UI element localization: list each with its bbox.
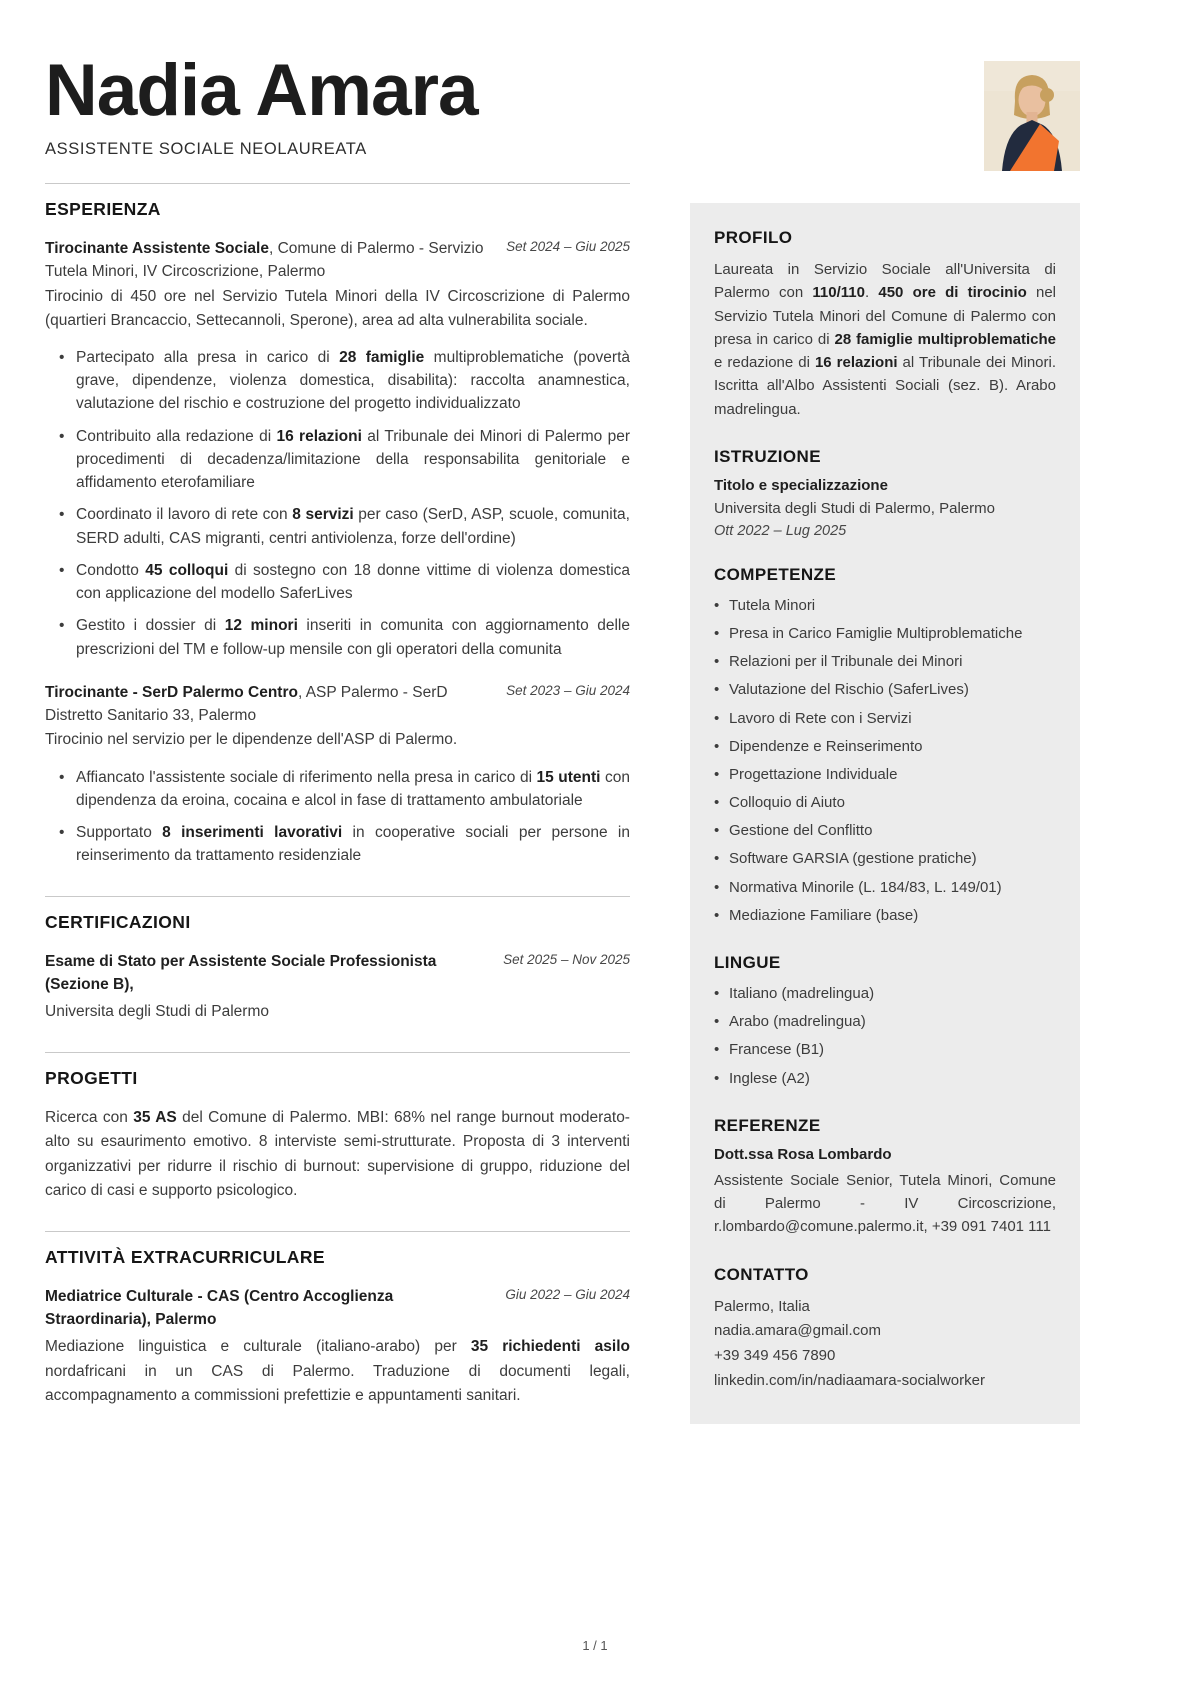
sidebar-heading-lingue: LINGUE — [714, 953, 781, 972]
experience-bullet: • Contribuito alla redazione di 16 relazioni al Tribunale dei Minori di Palermo per procedimenti di decadenza/limitazione della responsabilita genitoriale e affidamento eterofamiliare — [59, 425, 630, 495]
skill-item: • Relazioni per il Tribunale dei Minori — [714, 651, 1056, 673]
portrait-image — [984, 61, 1080, 171]
skill-item: • Presa in Carico Famiglie Multiproblematiche — [714, 623, 1056, 645]
sidebar — [690, 203, 1080, 1424]
sidebar-section-competenze — [714, 565, 1056, 927]
activity-header — [45, 1285, 630, 1332]
candidate-title: ASSISTENTE SOCIALE NEOLAUREATA — [45, 140, 367, 159]
job-header — [45, 681, 630, 728]
main-column — [45, 183, 630, 1436]
section-divider — [45, 896, 630, 897]
activity-dates: Giu 2022 – Giu 2024 — [505, 1286, 630, 1302]
job-role: Tirocinante Assistente Sociale — [45, 240, 269, 257]
job-title — [45, 237, 492, 284]
education-dates: Ott 2022 – Lug 2025 — [714, 522, 847, 539]
language-item: • Francese (B1) — [714, 1039, 1056, 1061]
section-progetti — [45, 1052, 630, 1203]
section-heading-certificazioni: CERTIFICAZIONI — [45, 911, 191, 932]
contact-line: +39 349 456 7890 — [714, 1347, 836, 1364]
page-number: 1 / 1 — [582, 1638, 608, 1653]
job-bullet-list — [59, 346, 630, 661]
skill-item: • Tutela Minori — [714, 595, 1056, 617]
sidebar-section-referenze — [714, 1116, 1056, 1239]
sidebar-section-istruzione — [714, 447, 1056, 539]
sidebar-heading-istruzione: ISTRUZIONE — [714, 446, 821, 466]
education-school: Universita degli Studi di Palermo, Palermo — [714, 499, 995, 517]
language-item: • Inglese (A2) — [714, 1068, 1056, 1090]
skill-item: • Valutazione del Rischio (SaferLives) — [714, 679, 1056, 701]
sidebar-heading-referenze: REFERENZE — [714, 1115, 821, 1135]
section-esperienza — [45, 183, 630, 868]
experience-bullet: • Coordinato il lavoro di rete con 8 servizi per caso (SerD, ASP, scuole, comunita, SERD adulti, CAS migranti, centri antiviolenza, forze dell'ordine) — [59, 503, 630, 550]
sidebar-section-lingue — [714, 953, 1056, 1090]
reference-details: Assistente Sociale Senior, Tutela Minori, Comune di Palermo - IV Circoscrizione, r.lombardo@comune.palermo.it, +39 091 7401 111 — [714, 1171, 1056, 1236]
section-divider — [45, 1231, 630, 1232]
certification-issuer: Universita degli Studi di Palermo — [45, 1003, 269, 1021]
job-entry — [45, 237, 630, 661]
job-org: , Comune di Palermo - Servizio Tutela Minori, IV Circoscrizione, Palermo — [45, 240, 484, 281]
experience-bullet: • Supportato 8 inserimenti lavorativi in cooperative sociali per persone in reinserimento da trattamento residenziale — [59, 821, 630, 868]
experience-bullet: • Gestito i dossier di 12 minori inseriti in comunita con aggiornamento delle prescrizioni del TM e follow-up mensile con gli operatori della comunita — [59, 614, 630, 661]
job-header — [45, 237, 630, 284]
skill-item: • Mediazione Familiare (base) — [714, 905, 1056, 927]
section-heading-esperienza: ESPERIENZA — [45, 199, 161, 219]
skill-item: • Progettazione Individuale — [714, 764, 1056, 786]
contact-line: nadia.amara@gmail.com — [714, 1322, 881, 1340]
section-heading-progetti: PROGETTI — [45, 1068, 138, 1089]
profile-summary: Laureata in Servizio Sociale all'Universita di Palermo con 110/110. 450 ore di tirocinio nel Servizio Tutela Minori del Comune di Palermo con presa in carico di 28 famiglie multiproblematiche e redazione di 16 relazioni al Tribunale dei Minori. Iscritta all'Albo Assistenti Sociali (sez. B). Arabo madrelingua. — [714, 261, 1057, 418]
sidebar-heading-competenze: COMPETENZE — [714, 564, 837, 584]
contact-line: linkedin.com/in/nadiaamara-socialworker — [714, 1371, 985, 1389]
experience-bullet: • Partecipato alla presa in carico di 28 famiglie multiproblematiche (povertà grave, dipendenze, violenza domestica, disabilita): raccolta anamnestica, valutazione del rischio e costruzione del progetto individualizzato — [59, 346, 630, 416]
sidebar-heading-profilo: PROFILO — [714, 228, 793, 247]
skill-item: • Normativa Minorile (L. 184/83, L. 149/01) — [714, 877, 1056, 899]
section-divider — [45, 1052, 630, 1053]
section-heading-attivita: ATTIVITÀ EXTRACURRICULARE — [45, 1246, 325, 1267]
section-attivita — [45, 1231, 630, 1408]
activity-role: Mediatrice Culturale - CAS (Centro Accoglienza Straordinaria), Palermo — [45, 1287, 394, 1329]
language-item: • Arabo (madrelingua) — [714, 1011, 1056, 1033]
skill-item: • Software GARSIA (gestione pratiche) — [714, 848, 1056, 870]
sidebar-heading-contatto: CONTATTO — [714, 1264, 809, 1284]
section-divider — [45, 183, 630, 184]
education-degree: Titolo e specializzazione — [714, 476, 888, 494]
language-item: • Italiano (madrelingua) — [714, 983, 1056, 1005]
experience-bullet: • Condotto 45 colloqui di sostegno con 18 donne vittime di violenza domestica con applicazione del modello SaferLives — [59, 559, 630, 606]
certification-title — [45, 950, 489, 997]
job-title — [45, 681, 492, 728]
job-entry — [45, 681, 630, 868]
skill-item: • Colloquio di Aiuto — [714, 792, 1056, 814]
certification-name: Esame di Stato per Assistente Sociale Professionista (Sezione B), — [45, 952, 437, 993]
job-org: , ASP Palermo - SerD Distretto Sanitario 33, Palermo — [45, 683, 448, 725]
job-bullet-list — [59, 766, 630, 868]
skill-item: • Dipendenze e Reinserimento — [714, 736, 1056, 758]
project-description: Ricerca con 35 AS del Comune di Palermo. MBI: 68% nel range burnout moderato-alto su esaurimento emotivo. 8 interviste semi-strutturate. Proposta di 3 interventi organizzativi per ridurre il rischio di burnout: supervisione di gruppo, riduzione del carico di casi e supporto psicologico. — [45, 1109, 630, 1199]
skills-list — [714, 595, 1056, 927]
activity-title — [45, 1285, 491, 1332]
activity-description: Mediazione linguistica e culturale (italiano-arabo) per 35 richiedenti asilo nordafricani in un CAS di Palermo. Traduzione di documenti legali, accompagnamento a commissioni prefettizie e appuntamenti sanitari. — [45, 1338, 630, 1404]
certification-header — [45, 950, 630, 997]
sidebar-section-contatto — [714, 1265, 1056, 1394]
experience-bullet: • Affiancato l'assistente sociale di riferimento nella presa in carico di 15 utenti con dipendenza da eroina, cocaina e alcol in fase di trattamento ambulatoriale — [59, 766, 630, 813]
job-role: Tirocinante - SerD Palermo Centro — [45, 683, 298, 701]
certification-dates: Set 2025 – Nov 2025 — [503, 951, 630, 967]
languages-list — [714, 983, 1056, 1090]
job-summary: Tirocinio di 450 ore nel Servizio Tutela Minori della IV Circoscrizione di Palermo (quartieri Brancaccio, Settecannoli, Sperone), area ad alta vulnerabilita sociale. — [45, 287, 630, 329]
contact-line: Palermo, Italia — [714, 1297, 810, 1315]
job-summary: Tirocinio nel servizio per le dipendenze dell'ASP di Palermo. — [45, 731, 458, 749]
job-dates: Set 2023 – Giu 2024 — [506, 682, 630, 698]
header — [45, 50, 675, 159]
reference-name: Dott.ssa Rosa Lombardo — [714, 1145, 892, 1163]
profile-photo — [984, 61, 1080, 171]
skill-item: • Gestione del Conflitto — [714, 820, 1056, 842]
sidebar-section-profilo — [714, 228, 1056, 421]
job-dates: Set 2024 – Giu 2025 — [506, 239, 630, 254]
skill-item: • Lavoro di Rete con i Servizi — [714, 708, 1056, 730]
contact-lines — [714, 1295, 1056, 1394]
candidate-name: Nadia Amara — [45, 50, 478, 131]
section-certificazioni — [45, 896, 630, 1025]
